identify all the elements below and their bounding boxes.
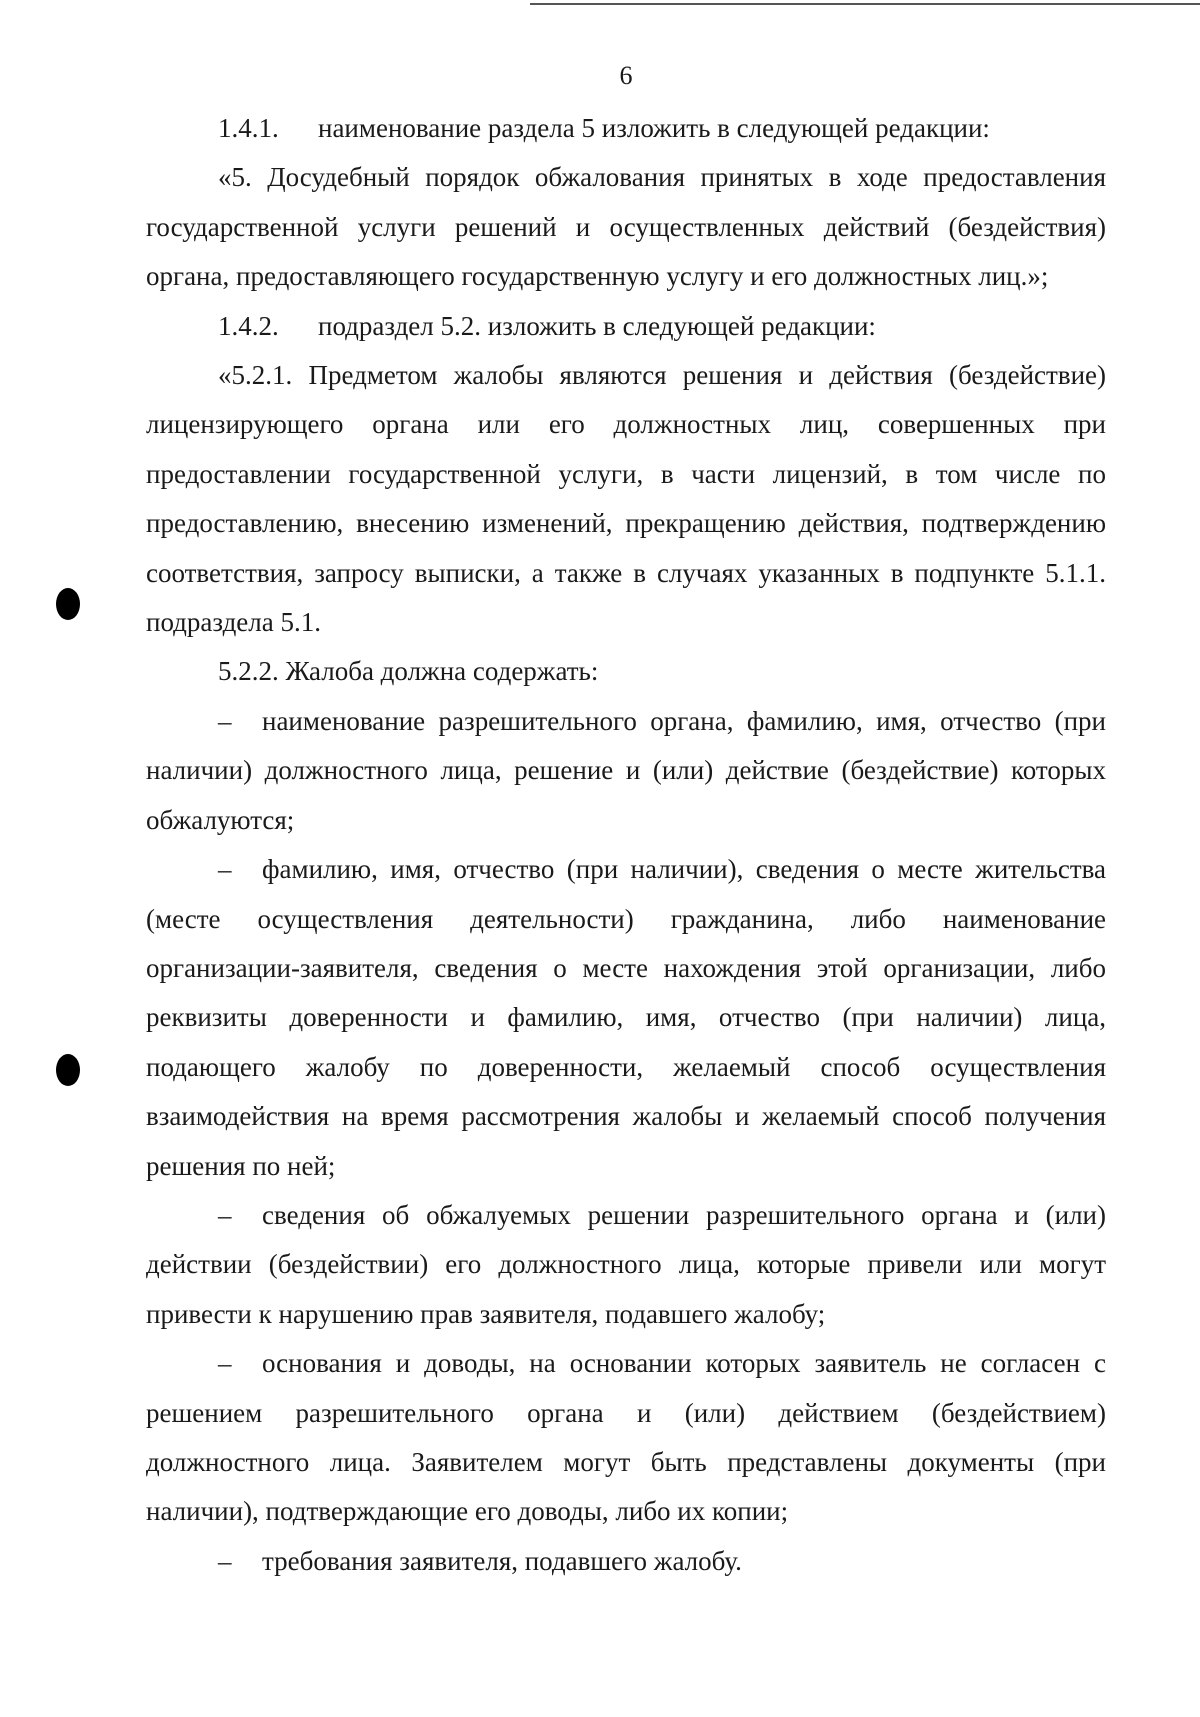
document-page (146, 56, 1106, 1586)
list-item-dash (146, 1537, 1106, 1586)
punch-hole-top (56, 588, 80, 620)
paragraph-text: подраздел 5.2. изложить в следующей редакции: (318, 310, 876, 341)
paragraph-text: «5. Досудебный порядок обжалования принятых в ходе предоставления государственной услуги решений и осуществленных действий (бездействия) органа, предоставляющего государственную услугу и его должностных лиц.»; (146, 162, 1106, 292)
paragraph-text: наименование разрешительного органа, фамилию, имя, отчество (при наличии) должностного лица, решение и (или) действие (бездействие) которых обжалуются; (146, 705, 1106, 835)
paragraph-text: основания и доводы, на основании которых заявитель не согласен с решением разрешительного органа и (или) действием (бездействием) должностного лица. Заявителем могут быть представлены документы (при наличии), подтверждающие его доводы, либо их копии; (146, 1348, 1106, 1527)
paragraph-1-4-1 (146, 104, 1106, 153)
paragraph-text: 5.2.2. Жалоба должна содержать: (218, 656, 599, 687)
list-item-dash (146, 1191, 1106, 1339)
paragraph-text: сведения об обжалуемых решении разрешительного органа и (или) действии (бездействии) его должностного лица, которые привели или могут привести к нарушению прав заявителя, подавшего жалобу; (146, 1199, 1106, 1329)
dash-marker: – (218, 705, 232, 736)
list-item-dash (146, 845, 1106, 1191)
list-item-dash (146, 1339, 1106, 1537)
paragraph-5-2-2 (146, 647, 1106, 696)
paragraph-section-5-title (146, 153, 1106, 301)
paragraph-text: наименование раздела 5 изложить в следующей редакции: (318, 113, 990, 143)
top-scan-border (530, 3, 1200, 5)
paragraph-text: «5.2.1. Предметом жалобы являются решения и действия (бездействие) лицензирующего органа или его должностных лиц, совершенных при предоставлении государственной услуги, в части лицензий, в том числе по предоставлению, внесению изменений, прекращению действия, подтверждению соответствия, запросу выписки, а также в случаях указанных в подпункте 5.1.1. подраздела 5.1. (146, 360, 1106, 638)
paragraph-text: фамилию, имя, отчество (при наличии), сведения о месте жительства (месте осуществления деятельности) гражданина, либо наименование организации-заявителя, сведения о месте нахождения этой организации, либо реквизиты доверенности и фамилию, имя, отчество (при наличии) лица, подающего жалобу по доверенности, желаемый способ осуществления взаимодействия на время рассмотрения жалобы и желаемый способ получения решения по ней; (146, 854, 1106, 1181)
dash-marker: – (218, 1348, 232, 1379)
item-number: 1.4.1. (218, 113, 279, 143)
paragraph-5-2-1 (146, 351, 1106, 647)
dash-marker: – (218, 1199, 232, 1230)
item-number: 1.4.2. (218, 310, 279, 341)
paragraph-1-4-2 (146, 302, 1106, 351)
paragraph-text: требования заявителя, подавшего жалобу. (262, 1545, 742, 1576)
list-item-dash (146, 697, 1106, 845)
dash-marker: – (218, 854, 232, 885)
dash-marker: – (218, 1545, 232, 1576)
page-number: 6 (619, 61, 633, 90)
punch-hole-bottom (56, 1054, 80, 1086)
